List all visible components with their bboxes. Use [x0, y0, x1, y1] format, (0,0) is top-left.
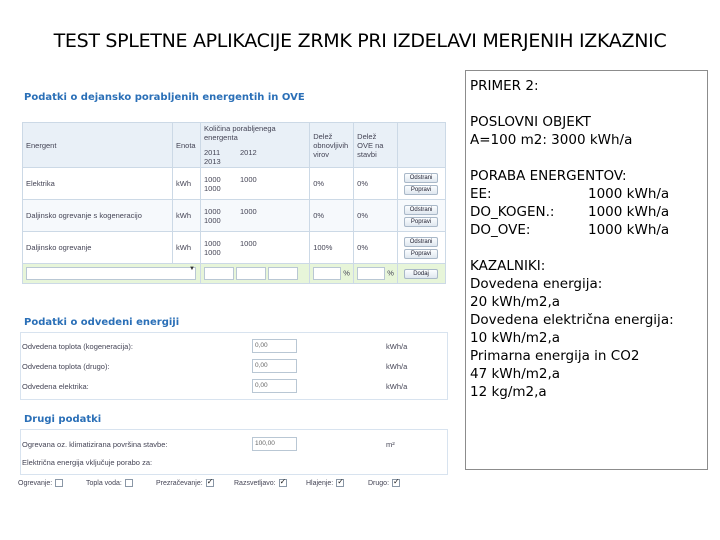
- check-drugo[interactable]: [368, 479, 400, 487]
- row-actions: [398, 200, 446, 232]
- chevron-down-icon: ▼: [189, 266, 195, 272]
- ove-input[interactable]: [357, 267, 385, 280]
- row-values: [200, 232, 309, 264]
- row-obnov: 100%: [310, 232, 354, 264]
- check-label: Ogrevanje:: [18, 479, 53, 487]
- elektricna-label: Električna energija vključuje porabo za:: [22, 458, 153, 467]
- form-row: [20, 452, 448, 472]
- section-title-odvedena: Podatki o odvedeni energiji: [24, 317, 180, 328]
- remove-button[interactable]: Odstrani: [404, 237, 438, 247]
- new-values: [200, 264, 309, 284]
- row-obnov: 0%: [310, 168, 354, 200]
- col-delez-obnov: Delež obnovljivih virov: [310, 123, 354, 168]
- row-actions: [398, 168, 446, 200]
- table-row: [23, 232, 446, 264]
- poraba-row: [470, 203, 703, 221]
- poraba-value: 1000 kWh/a: [588, 222, 670, 238]
- check-label: Prezračevanje:: [156, 479, 203, 487]
- poraba-title: PORABA ENERGENTOV:: [470, 168, 627, 184]
- checkbox-checked-icon[interactable]: [279, 479, 287, 487]
- row-value: 1000: [203, 215, 221, 225]
- app-screenshot: [14, 72, 454, 502]
- check-label: Drugo:: [368, 479, 390, 487]
- energent-select-box[interactable]: [26, 267, 196, 280]
- row-value: 1000: [203, 174, 221, 184]
- checkbox-checked-icon[interactable]: [206, 479, 214, 487]
- row-values: [200, 168, 309, 200]
- poraba-key: DO_OVE:: [470, 222, 531, 238]
- value-input[interactable]: [236, 267, 266, 280]
- row-value: 1000: [203, 206, 221, 216]
- info-area: A=100 m2: 3000 kWh/a: [470, 132, 633, 148]
- poraba-row: [470, 185, 703, 203]
- year-2: 2012: [239, 148, 257, 157]
- poraba-key: EE:: [470, 186, 492, 202]
- row-ove: 0%: [354, 168, 398, 200]
- form-row: [20, 434, 448, 454]
- odvedena-toplota-drugo-input[interactable]: 0,00: [252, 359, 297, 373]
- unit-label: m²: [386, 440, 395, 449]
- kazalnik-line: 47 kWh/m2,a: [470, 366, 561, 382]
- section-title-drugi: Drugi podatki: [24, 414, 102, 425]
- spacer: [470, 239, 703, 257]
- row-energent: Daljinsko ogrevanje s kogeneracijo: [23, 200, 173, 232]
- year-row: [204, 148, 306, 166]
- check-prezracevanje[interactable]: [156, 479, 214, 487]
- row-energent: Daljinsko ogrevanje: [23, 232, 173, 264]
- table-row: [23, 168, 446, 200]
- unit-label: kWh/a: [386, 342, 408, 351]
- checkbox-checked-icon[interactable]: [392, 479, 400, 487]
- kazalnik-line: Dovedena električna energija:: [470, 312, 674, 328]
- kazalnik-line: 10 kWh/m2,a: [470, 330, 561, 346]
- checkbox-icon[interactable]: [125, 479, 133, 487]
- check-hlajenje[interactable]: [306, 479, 344, 487]
- edit-button[interactable]: Popravi: [404, 217, 438, 227]
- form-row: [20, 376, 448, 396]
- check-label: Topla voda:: [86, 479, 122, 487]
- col-delez-ove: Delež OVE na stavbi: [354, 123, 398, 168]
- row-unit: kWh: [172, 168, 200, 200]
- kazalnik-line: Dovedena energija:: [470, 276, 603, 292]
- row-value: 1000: [239, 206, 257, 216]
- field-label: Ogrevana oz. klimatizirana površina stavbe:: [22, 440, 168, 449]
- checkbox-icon[interactable]: [55, 479, 63, 487]
- row-value: 1000: [203, 247, 221, 257]
- check-label: Hlajenje:: [306, 479, 334, 487]
- row-ove: 0%: [354, 232, 398, 264]
- row-unit: kWh: [172, 200, 200, 232]
- col-enota: Enota: [172, 123, 200, 168]
- row-value: 1000: [203, 183, 221, 193]
- add-row: [23, 264, 446, 284]
- slide-title: TEST SPLETNE APLIKACIJE ZRMK PRI IZDELAVI MERJENIH IZKAZNIC: [53, 30, 667, 52]
- remove-button[interactable]: Odstrani: [404, 173, 438, 183]
- row-value: 1000: [203, 238, 221, 248]
- table-row: [23, 200, 446, 232]
- field-label: Odvedena toplota (drugo):: [22, 362, 110, 371]
- row-energent: Elektrika: [23, 168, 173, 200]
- add-button[interactable]: Dodaj: [404, 269, 438, 279]
- pct-label: %: [387, 268, 394, 278]
- obnov-input[interactable]: [313, 267, 341, 280]
- kolicina-label: Količina porabljenega energenta: [203, 124, 276, 142]
- col-actions: [398, 123, 446, 168]
- year-1: 2011: [203, 148, 221, 157]
- field-label: Odvedena toplota (kogeneracija):: [22, 342, 133, 351]
- unit-label: kWh/a: [386, 382, 408, 391]
- poraba-value: 1000 kWh/a: [588, 186, 670, 202]
- povrsina-input[interactable]: 100,00: [252, 437, 297, 451]
- poraba-row: [470, 221, 703, 239]
- check-ogrevanje[interactable]: [18, 479, 63, 487]
- new-obnov: [310, 264, 354, 284]
- form-row: [20, 336, 448, 356]
- energenti-table: [22, 122, 446, 284]
- spacer: [470, 95, 703, 113]
- example-info-box: [465, 70, 708, 470]
- row-actions: [398, 232, 446, 264]
- check-razsvetljava[interactable]: [234, 479, 287, 487]
- col-energent: Energent: [23, 123, 173, 168]
- new-actions: [398, 264, 446, 284]
- year-3: 2013: [203, 157, 221, 166]
- energent-select[interactable]: [23, 264, 201, 284]
- row-values: [200, 200, 309, 232]
- check-label: Razsvetljavo:: [234, 479, 276, 487]
- kazalnik-line: Primarna energija in CO2: [470, 348, 640, 364]
- kazalniki-title: KAZALNIKI:: [470, 258, 546, 274]
- checkbox-checked-icon[interactable]: [336, 479, 344, 487]
- spacer: [470, 149, 703, 167]
- value-input[interactable]: [268, 267, 298, 280]
- section-title-energenti: Podatki o dejansko porabljenih energentih in OVE: [24, 92, 305, 103]
- value-input[interactable]: [204, 267, 234, 280]
- poraba-key: DO_KOGEN.:: [470, 204, 555, 220]
- edit-button[interactable]: Popravi: [404, 249, 438, 259]
- info-header: PRIMER 2:: [470, 78, 539, 94]
- row-unit: kWh: [172, 232, 200, 264]
- new-ove: [354, 264, 398, 284]
- col-kolicina: [200, 123, 309, 168]
- info-building: POSLOVNI OBJEKT: [470, 114, 591, 130]
- unit-label: kWh/a: [386, 362, 408, 371]
- row-value: 1000: [239, 174, 257, 184]
- poraba-value: 1000 kWh/a: [588, 204, 670, 220]
- pct-label: %: [343, 268, 350, 278]
- row-obnov: 0%: [310, 200, 354, 232]
- odvedena-elektrika-input[interactable]: 0,00: [252, 379, 297, 393]
- remove-button[interactable]: Odstrani: [404, 205, 438, 215]
- row-ove: 0%: [354, 200, 398, 232]
- field-label: Odvedena elektrika:: [22, 382, 89, 391]
- poraba-checkboxes: [18, 479, 454, 493]
- edit-button[interactable]: Popravi: [404, 185, 438, 195]
- kazalnik-line: 12 kg/m2,a: [470, 384, 547, 400]
- row-value: 1000: [239, 238, 257, 248]
- form-row: [20, 356, 448, 376]
- odvedena-toplota-kogen-input[interactable]: 0,00: [252, 339, 297, 353]
- kazalnik-line: 20 kWh/m2,a: [470, 294, 561, 310]
- check-topla-voda[interactable]: [86, 479, 133, 487]
